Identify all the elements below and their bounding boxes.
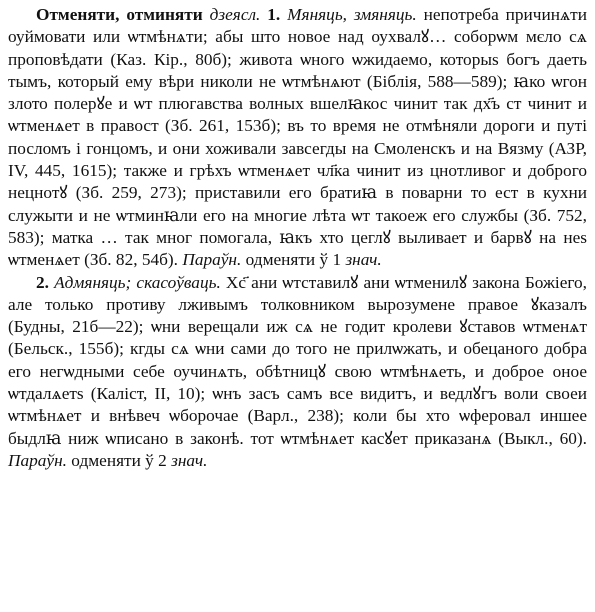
dictionary-entry <box>8 4 587 472</box>
sense-2-gloss: Адмяняць; скасоўваць. <box>54 272 221 292</box>
sense-1-ref-abbr: знач. <box>345 250 382 270</box>
sense-2-ref-abbr: знач. <box>171 450 208 470</box>
sense-1-number: 1. <box>267 5 281 24</box>
sense-2-paragraph <box>8 272 587 473</box>
sense-1-ref-text: одменяти ў 1 <box>245 250 342 270</box>
sense-2-ref-text: одменяти ў 2 <box>71 450 167 470</box>
sense-1-citations: непотреба причинѧти оуймовати или ѡтмѣнѧти; абы што новое над оухвалꙋ… соборѡм мєло сѧ проповѣдати (Каз. Кір., 80б); живота ѡного ѡжидаемо, которыs богъ даеть тымъ, который ему вѣри николи не ѡтмѣнѧют (Біблія, 588—589); ꙗко ѡгон злото полерꙋе и ѡт плюгавства волных вшелꙗкос чинит так дх҃ъ ст чинит и ѡтменѧет в правост (Зб. 261, 153б); въ то время не отмѣняли дороги и путі посломъ і гонцомъ, и они хоживали завсегды на Смоленскъ и на Вязму (АЗР, IV, 445, 1615); также и грѣхъ ѡтменѧет чл҃ка чинит из цнотливог и доброго нецнотꙋ (Зб. 259, 273); приставили его братиꙗ в поварни то ест в кухни служыти и не ѡтминꙗли его на многие лѣта ѡт такоеж его службы (Зб. 752, 583); матка … так мног помогала, ꙗкъ хто цеглꙋ выливает и барвꙋ на неs ѡтменѧет (Зб. 82, 54б). <box>8 5 587 270</box>
sense-2-citations: Хс҃ ани ѡтставилꙋ ани ѡтменилꙋ закона Божіего, але только противу лживымъ толковником вырозумене правое ꙋказалъ (Будны, 21б—22); ѡни верещали иж сѧ не годит кролеви ꙋставов ѡтменѧт (Бельск., 155б); кгды сѧ ѡни сами до того не прилѡжать, и обецаного добра его негѡдными себе оучинѧть, обѣтницꙋ свою ѡтмѣнѧеть, и доброе оное ѡтдалѧетs (Каліст, II, 10); ѡнъ засъ самъ все видитъ, и ведлꙋгъ воли своеи ѡтмѣнѧет и внѣвеч ѡборочае (Варл., 238); коли бы хто ѡферовал иншее быдлꙗ ниж ѡписано в законѣ. тот ѡтмѣнѧет касꙋет приказанѧ (Выкл., 60). <box>8 272 587 448</box>
sense-2-ref-label: Параўн. <box>8 450 67 470</box>
sense-1-ref-label: Параўн. <box>182 250 242 270</box>
sense-1-gloss: Мяняць, змяняць. <box>287 5 417 24</box>
part-of-speech: дзеясл. <box>209 5 261 24</box>
sense-1-paragraph <box>8 4 587 272</box>
entry-headword: Отменяти, отминяти <box>36 5 203 24</box>
sense-2-number: 2. <box>36 272 49 292</box>
